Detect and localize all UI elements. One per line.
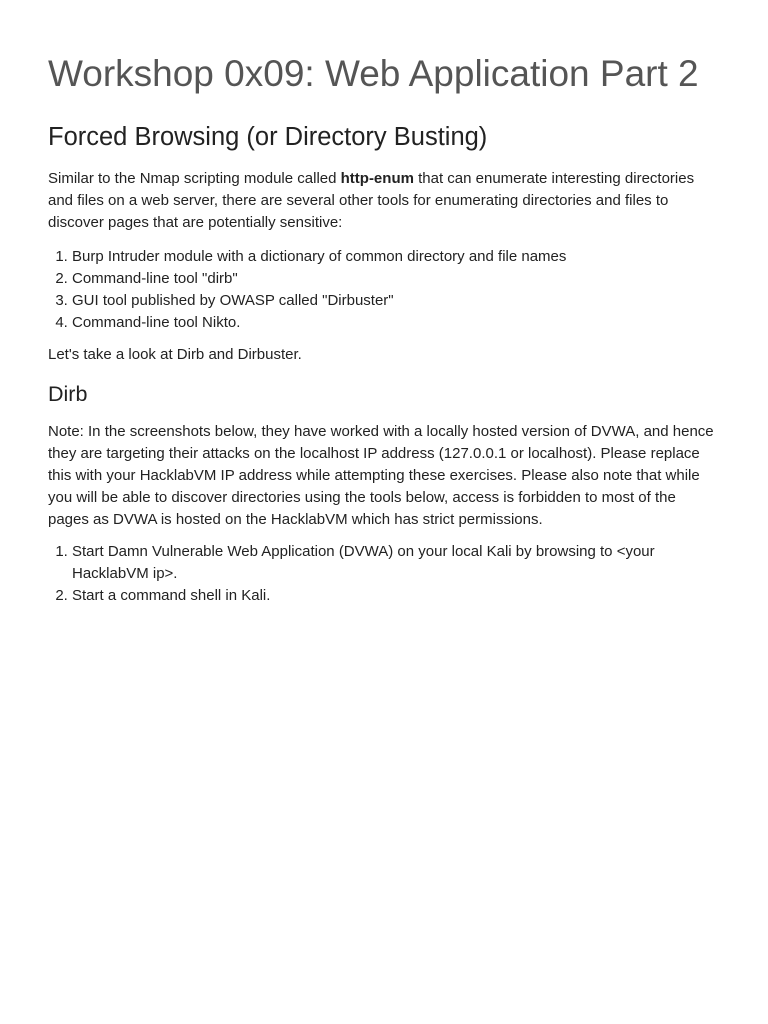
page-title: Workshop 0x09: Web Application Part 2: [48, 53, 699, 94]
list-item: 3. GUI tool published by OWASP called "Dirbuster": [72, 290, 720, 312]
dirb-dirbuster-intro: Let's take a look at Dirb and Dirbuster.: [48, 346, 302, 363]
list-item: 1. Burp Intruder module with a dictionary of common directory and file names: [72, 246, 720, 268]
list-item: 4. Command-line tool Nikto.: [72, 312, 720, 334]
intro-text-before: Similar to the Nmap scripting module called: [48, 170, 341, 187]
list-item: 2. Start a command shell in Kali.: [72, 585, 720, 607]
forced-browsing-intro: [48, 168, 720, 234]
intro-text-after: that can enumerate interesting directories and files on a web server, there are several other tools for enumerating directories and files to discover pages that are potentially sensitive:: [48, 170, 695, 231]
list-item: 2. Command-line tool "dirb": [72, 268, 720, 290]
dirb-note: Note: In the screenshots below, they have worked with a locally hosted version of DVWA, and hence they are targeting their attacks on the localhost IP address (127.0.0.1 or localhost). Please replace this with your HacklabVM IP address while attempting these exercises. Please also note that while you will be able to discover directories using the tools below, access is forbidden to most of the pages as DVWA is hosted on the HacklabVM which has strict permissions.: [48, 423, 714, 528]
tools-list: [48, 246, 720, 334]
dirb-heading: Dirb: [48, 382, 88, 406]
list-item: 1. Start Damn Vulnerable Web Application (DVWA) on your local Kali by browsing to <your HacklabVM ip>.: [72, 541, 720, 585]
forced-browsing-heading: Forced Browsing (or Directory Busting): [48, 123, 488, 151]
dirb-steps-list: [48, 541, 720, 607]
http-enum-keyword: http-enum: [340, 170, 414, 187]
